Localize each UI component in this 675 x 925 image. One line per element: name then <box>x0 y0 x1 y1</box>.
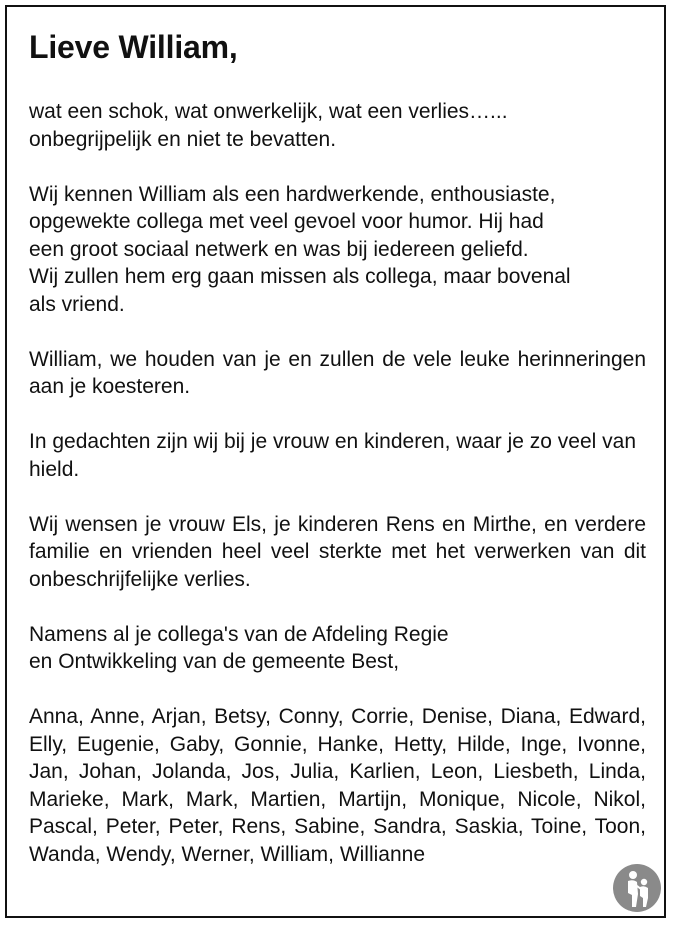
signature-line: en Ontwikkeling van de gemeente Best, <box>29 650 400 673</box>
paragraph-description <box>29 181 646 319</box>
condolence-text <box>29 25 646 868</box>
text-line: Wij kennen William als een hardwerkende, enthousiaste, <box>29 182 556 206</box>
condolence-card <box>5 5 666 918</box>
text-line: opgewekte collega met veel gevoel voor humor. Hij had <box>29 210 544 233</box>
signature <box>29 621 646 676</box>
paragraph-love: William, we houden van je en zullen de vele leuke herinneringen aan je koesteren. <box>29 347 646 398</box>
text-line: als vriend. <box>29 292 125 316</box>
text-line: een groot sociaal netwerk en was bij iedereen geliefd. <box>29 237 529 261</box>
memorial-figures-icon <box>613 864 661 912</box>
text-line: Wij zullen hem erg gaan missen als collega, maar bovenal <box>29 265 571 288</box>
signature-line: Namens al je collega's van de Afdeling Regie <box>29 622 449 646</box>
paragraph-thoughts: In gedachten zijn wij bij je vrouw en kinderen, waar je zo veel van hield. <box>29 430 637 481</box>
paragraph-wishes: Wij wensen je vrouw Els, je kinderen Rens en Mirthe, en verdere familie en vrienden heel veel sterkte met het verwerken van dit onbeschrijfelijke verlies. <box>29 512 646 591</box>
text-line: wat een schok, wat onwerkelijk, wat een verlies…... <box>29 100 508 123</box>
salutation-heading: Lieve William, <box>29 29 238 65</box>
colleague-names: Anna, Anne, Arjan, Betsy, Conny, Corrie, Denise, Diana, Edward, Elly, Eugenie, Gaby, Gonnie, Hanke, Hetty, Hilde, Inge, Ivonne, Jan, Johan, Jolanda, Jos, Julia, Karlien, Leon, Liesbeth, Linda, Marieke, Mark, Mark, Martien, Martijn, Monique, Nicole, Nikol, Pascal, Peter, Peter, Rens, Sabine, Sandra, Saskia, Toine, Toon, Wanda, Wendy, Werner, William, Willianne <box>29 705 646 866</box>
text-line: onbegrijpelijk en niet te bevatten. <box>29 127 337 151</box>
paragraph-shock <box>29 98 646 153</box>
